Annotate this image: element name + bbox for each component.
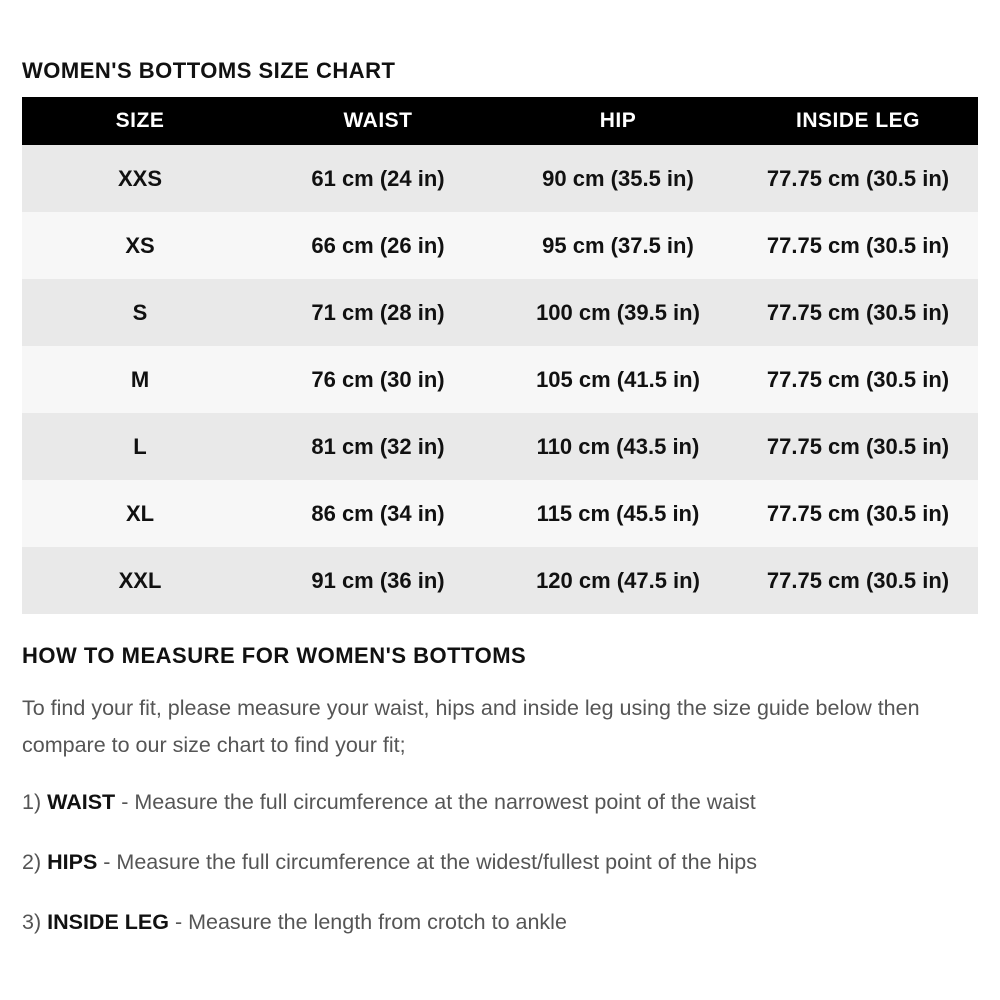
cell-size: XS (22, 212, 258, 279)
table-row (22, 212, 978, 279)
cell-size: XL (22, 480, 258, 547)
measure-step-inside-leg (22, 910, 567, 935)
step-description: - Measure the length from crotch to ankle (174, 910, 567, 934)
table-row (22, 413, 978, 480)
cell-hip: 120 cm (47.5 in) (498, 547, 738, 614)
header-hip: HIP (498, 97, 738, 145)
step-name: INSIDE LEG (47, 910, 169, 934)
cell-waist: 86 cm (34 in) (258, 480, 498, 547)
measure-step-waist (22, 790, 756, 815)
header-size: SIZE (22, 97, 258, 145)
table-row (22, 547, 978, 614)
cell-size: M (22, 346, 258, 413)
header-inside-leg: INSIDE LEG (738, 97, 978, 145)
measure-step-hips (22, 850, 757, 875)
cell-size: S (22, 279, 258, 346)
table-header-row (22, 97, 978, 145)
cell-size: XXS (22, 145, 258, 212)
table-row (22, 346, 978, 413)
cell-inside-leg: 77.75 cm (30.5 in) (738, 145, 978, 212)
size-chart-title: WOMEN'S BOTTOMS SIZE CHART (22, 58, 396, 83)
how-to-measure-title: HOW TO MEASURE FOR WOMEN'S BOTTOMS (22, 643, 527, 668)
cell-size: XXL (22, 547, 258, 614)
header-waist: WAIST (258, 97, 498, 145)
cell-inside-leg: 77.75 cm (30.5 in) (738, 212, 978, 279)
cell-inside-leg: 77.75 cm (30.5 in) (738, 547, 978, 614)
table-row (22, 480, 978, 547)
cell-hip: 110 cm (43.5 in) (498, 413, 738, 480)
cell-waist: 76 cm (30 in) (258, 346, 498, 413)
cell-hip: 95 cm (37.5 in) (498, 212, 738, 279)
cell-waist: 81 cm (32 in) (258, 413, 498, 480)
size-chart-table (22, 97, 978, 614)
cell-hip: 105 cm (41.5 in) (498, 346, 738, 413)
cell-hip: 100 cm (39.5 in) (498, 279, 738, 346)
cell-inside-leg: 77.75 cm (30.5 in) (738, 346, 978, 413)
cell-waist: 71 cm (28 in) (258, 279, 498, 346)
cell-waist: 66 cm (26 in) (258, 212, 498, 279)
cell-inside-leg: 77.75 cm (30.5 in) (738, 279, 978, 346)
cell-hip: 90 cm (35.5 in) (498, 145, 738, 212)
step-number: 1) (22, 790, 42, 814)
step-name: HIPS (47, 850, 98, 874)
intro-paragraph: To find your fit, please measure your waist, hips and inside leg using the size guide below then compare to our size chart to find your fit; (22, 696, 920, 757)
table-row (22, 279, 978, 346)
cell-waist: 91 cm (36 in) (258, 547, 498, 614)
cell-inside-leg: 77.75 cm (30.5 in) (738, 480, 978, 547)
cell-waist: 61 cm (24 in) (258, 145, 498, 212)
table-row (22, 145, 978, 212)
step-description: - Measure the full circumference at the narrowest point of the waist (121, 790, 756, 814)
step-description: - Measure the full circumference at the widest/fullest point of the hips (103, 850, 757, 874)
cell-hip: 115 cm (45.5 in) (498, 480, 738, 547)
step-name: WAIST (47, 790, 116, 814)
cell-inside-leg: 77.75 cm (30.5 in) (738, 413, 978, 480)
cell-size: L (22, 413, 258, 480)
step-number: 3) (22, 910, 42, 934)
step-number: 2) (22, 850, 42, 874)
